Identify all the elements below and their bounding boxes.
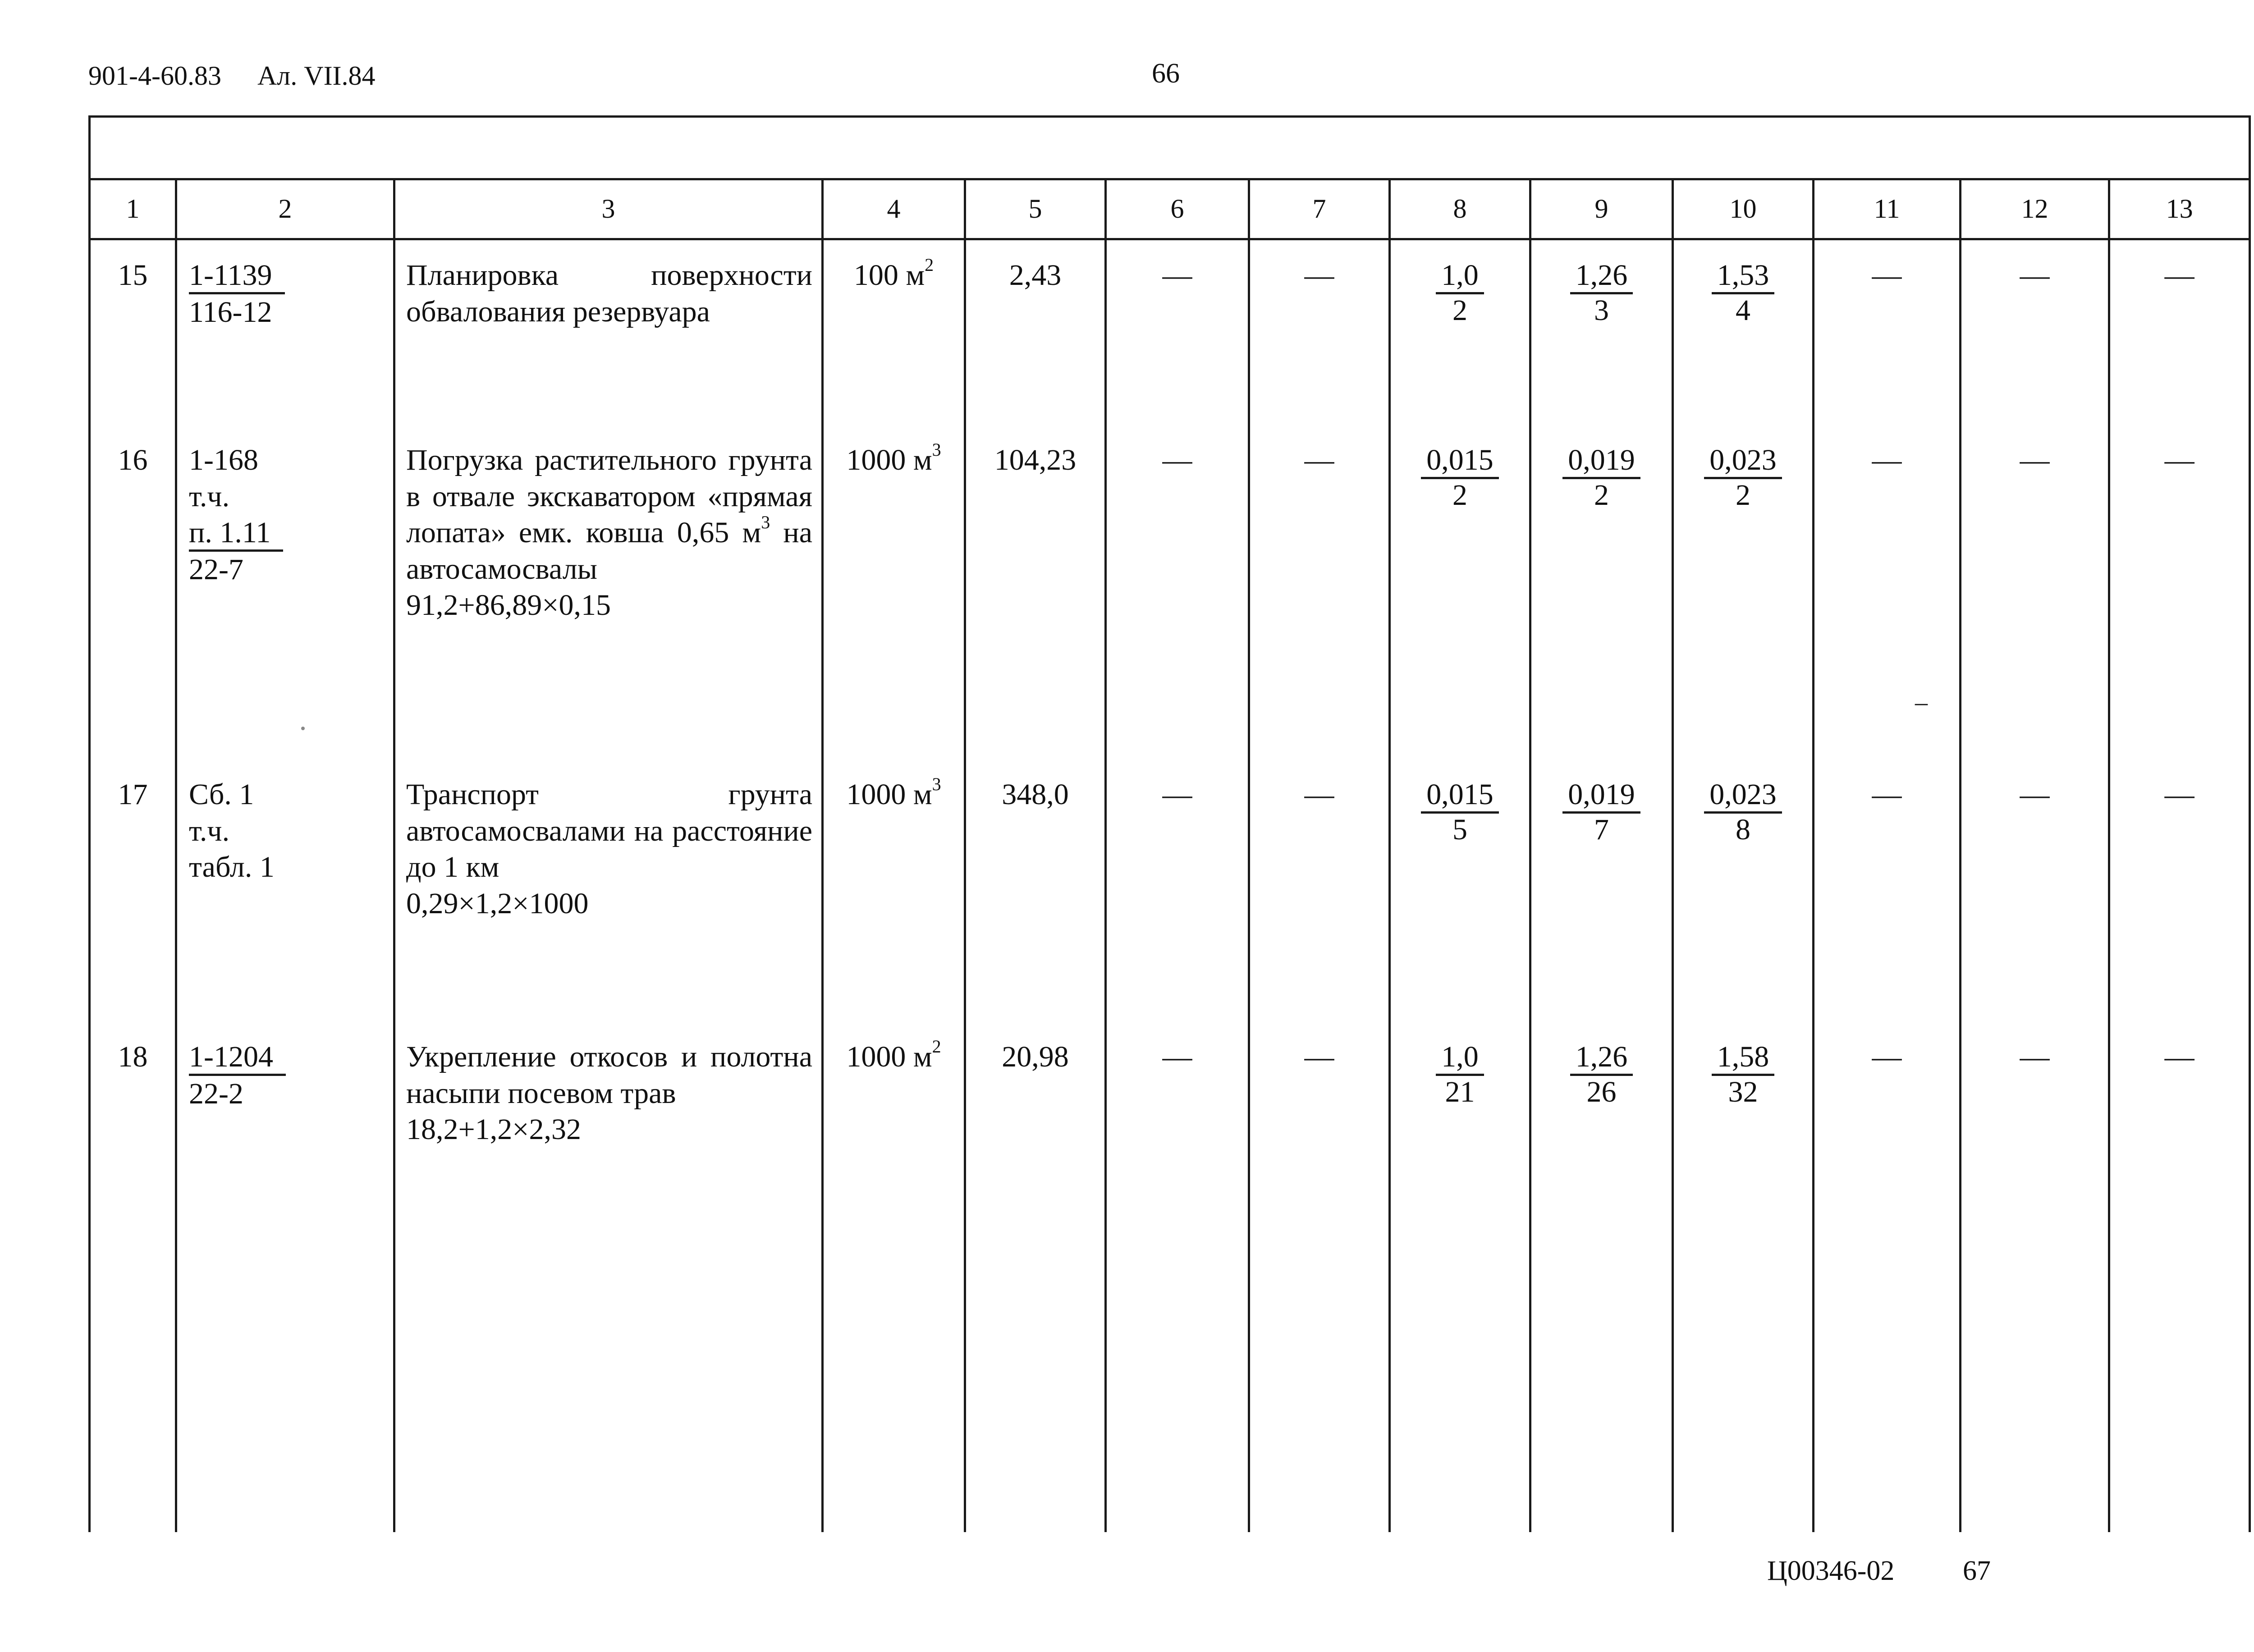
row-16-unit [824, 439, 964, 479]
row-18-quantity: 20,98 [1002, 1040, 1069, 1073]
row-15-unit [824, 257, 964, 294]
dash-cell: — [1162, 259, 1192, 292]
fraction-cell [1570, 1041, 1633, 1108]
fraction-cell [1712, 259, 1775, 327]
code-line: 22-7 [189, 553, 243, 586]
row-15-code [177, 257, 393, 330]
page-number-bottom: 67 [1963, 1556, 1991, 1586]
row-18-description [395, 1039, 821, 1148]
column-number: 1 [90, 179, 176, 239]
fraction-bottom: 32 [1728, 1075, 1758, 1108]
fraction-cell [1704, 444, 1782, 512]
row-18-code [177, 1039, 393, 1112]
column-number-row [90, 179, 2250, 239]
col-10 [1673, 239, 1814, 1533]
fraction-cell [1562, 778, 1640, 846]
dash-cell: — [1162, 1040, 1192, 1073]
fraction-bottom: 7 [1594, 813, 1609, 846]
fraction-top: 0,019 [1562, 778, 1640, 814]
dash-cell: — [2164, 444, 2194, 476]
col-code [176, 239, 394, 1533]
fraction-cell [1436, 259, 1484, 327]
description-text: Укрепление откосов и полотна насыпи посевом трав [406, 1040, 812, 1110]
dash-cell: — [1304, 259, 1334, 292]
superscript: 3 [932, 774, 941, 794]
table-title-band [90, 117, 2250, 179]
row-16-number: 16 [118, 444, 148, 476]
dash-cell: — [2164, 778, 2194, 811]
fraction-bottom: 2 [1736, 478, 1750, 512]
row-17-description [395, 777, 821, 922]
fraction-bottom: 26 [1586, 1075, 1617, 1108]
stray-dash-mark: – [1915, 688, 1928, 716]
description-text: Транспорт грунта автосамосвалами на расстояние до 1 км [406, 778, 812, 884]
fraction-top: 1,0 [1436, 259, 1484, 294]
unit-text: 1000 м [846, 1040, 932, 1073]
code-line: Сб. 1 [189, 778, 254, 811]
col-12 [1961, 239, 2109, 1533]
column-number: 2 [176, 179, 394, 239]
unit-text: 1000 м [846, 444, 932, 476]
row-17-quantity: 348,0 [1002, 778, 1069, 811]
fraction-bottom: 5 [1452, 813, 1467, 846]
footer-code: Ц00346-02 [1767, 1556, 1895, 1586]
fraction-cell [1436, 1041, 1484, 1108]
fraction-bottom: 2 [1452, 478, 1467, 512]
column-number: 10 [1673, 179, 1814, 239]
table-body [90, 239, 2250, 1533]
code-line: 22-2 [189, 1077, 243, 1110]
fraction-top: 1,58 [1712, 1041, 1775, 1076]
fraction-cell [1421, 444, 1499, 512]
row-18-number: 18 [118, 1040, 148, 1073]
fraction-bottom: 4 [1736, 293, 1750, 327]
estimate-table [88, 115, 2249, 1528]
dash-cell: — [1872, 444, 1902, 476]
code-line: п. 1.11 [189, 517, 283, 552]
dash-cell: — [1872, 1040, 1902, 1073]
row-17-unit [824, 774, 964, 813]
row-15-description: Планировка поверхности обвалования резервуара [406, 259, 812, 328]
fraction-bottom: 2 [1452, 293, 1467, 327]
code-line: табл. 1 [189, 851, 275, 884]
col-description [394, 239, 823, 1533]
dash-cell: — [2164, 259, 2194, 292]
page-number-top: 66 [1152, 58, 1180, 89]
col-7 [1249, 239, 1390, 1533]
dash-cell: — [2020, 778, 2050, 811]
fraction-bottom: 3 [1594, 293, 1609, 327]
column-number: 3 [394, 179, 823, 239]
fraction-top: 0,019 [1562, 444, 1640, 479]
col-row-number [90, 239, 176, 1533]
column-number: 4 [823, 179, 965, 239]
fraction-top: 0,023 [1704, 778, 1782, 814]
fraction-cell [1421, 778, 1499, 846]
unit-text: 1000 м [846, 778, 932, 811]
dash-cell: — [1162, 778, 1192, 811]
dash-cell: — [2020, 1040, 2050, 1073]
column-number: 5 [965, 179, 1106, 239]
dash-cell: — [1162, 444, 1192, 476]
fraction-bottom: 8 [1736, 813, 1750, 846]
code-line: 116-12 [189, 295, 272, 329]
dash-cell: — [2020, 259, 2050, 292]
code-line: т.ч. [189, 814, 230, 847]
column-number: 12 [1961, 179, 2109, 239]
fraction-top: 1,26 [1570, 1041, 1633, 1076]
scan-speck [301, 727, 305, 730]
album-code: Ал. VII.84 [257, 61, 376, 91]
superscript: 3 [932, 439, 941, 460]
superscript: 3 [761, 512, 770, 533]
dash-cell: — [1304, 1040, 1334, 1073]
dash-cell: — [1304, 778, 1334, 811]
col-13 [2109, 239, 2250, 1533]
row-17-number: 17 [118, 778, 148, 811]
code-line: 1-1139 [189, 259, 285, 294]
dash-cell: — [1872, 259, 1902, 292]
fraction-cell [1712, 1041, 1775, 1108]
fraction-cell [1704, 778, 1782, 846]
fraction-bottom: 2 [1594, 478, 1609, 512]
dash-cell: — [1304, 444, 1334, 476]
col-quantity [965, 239, 1106, 1533]
fraction-cell [1562, 444, 1640, 512]
description-text: Погрузка растительного грунта в отвале экскаватором «прямая лопата» емк. ковша 0,65 м [406, 444, 812, 549]
fraction-top: 1,0 [1436, 1041, 1484, 1076]
superscript: 2 [925, 255, 934, 275]
description-text: на автосамосвалы [406, 516, 812, 586]
dash-cell: — [2164, 1040, 2194, 1073]
row-16-code [177, 442, 393, 588]
fraction-top: 1,26 [1570, 259, 1633, 294]
fraction-top: 0,015 [1421, 778, 1499, 814]
code-line: т.ч. [189, 480, 230, 513]
col-11 [1814, 239, 1961, 1533]
col-9 [1530, 239, 1673, 1533]
code-line: 1-168 [189, 444, 258, 476]
doc-code: 901-4-60.83 [88, 61, 221, 91]
document-code-header [88, 60, 376, 92]
column-number: 13 [2109, 179, 2250, 239]
dash-cell: — [1872, 778, 1902, 811]
column-number: 8 [1390, 179, 1530, 239]
fraction-top: 1,53 [1712, 259, 1775, 294]
col-unit [823, 239, 965, 1533]
column-number: 11 [1814, 179, 1961, 239]
row-15-quantity: 2,43 [1009, 259, 1062, 292]
fraction-top: 0,023 [1704, 444, 1782, 479]
col-6 [1106, 239, 1249, 1533]
dash-cell: — [2020, 444, 2050, 476]
fraction-cell [1570, 259, 1633, 327]
row-15-number: 15 [118, 259, 148, 292]
row-17-formula: 0,29×1,2×1000 [406, 887, 589, 920]
superscript: 2 [932, 1036, 941, 1057]
unit-text: 100 м [853, 259, 925, 292]
row-16-description [395, 442, 821, 624]
row-17-code [177, 777, 393, 886]
row-18-unit [824, 1036, 964, 1075]
code-line: 1-1204 [189, 1041, 286, 1076]
column-number: 7 [1249, 179, 1390, 239]
col-8 [1390, 239, 1530, 1533]
row-16-formula: 91,2+86,89×0,15 [406, 589, 611, 622]
column-number: 9 [1530, 179, 1673, 239]
column-number: 6 [1106, 179, 1249, 239]
fraction-bottom: 21 [1445, 1075, 1475, 1108]
fraction-top: 0,015 [1421, 444, 1499, 479]
row-18-formula: 18,2+1,2×2,32 [406, 1113, 581, 1146]
row-16-quantity: 104,23 [994, 444, 1077, 476]
